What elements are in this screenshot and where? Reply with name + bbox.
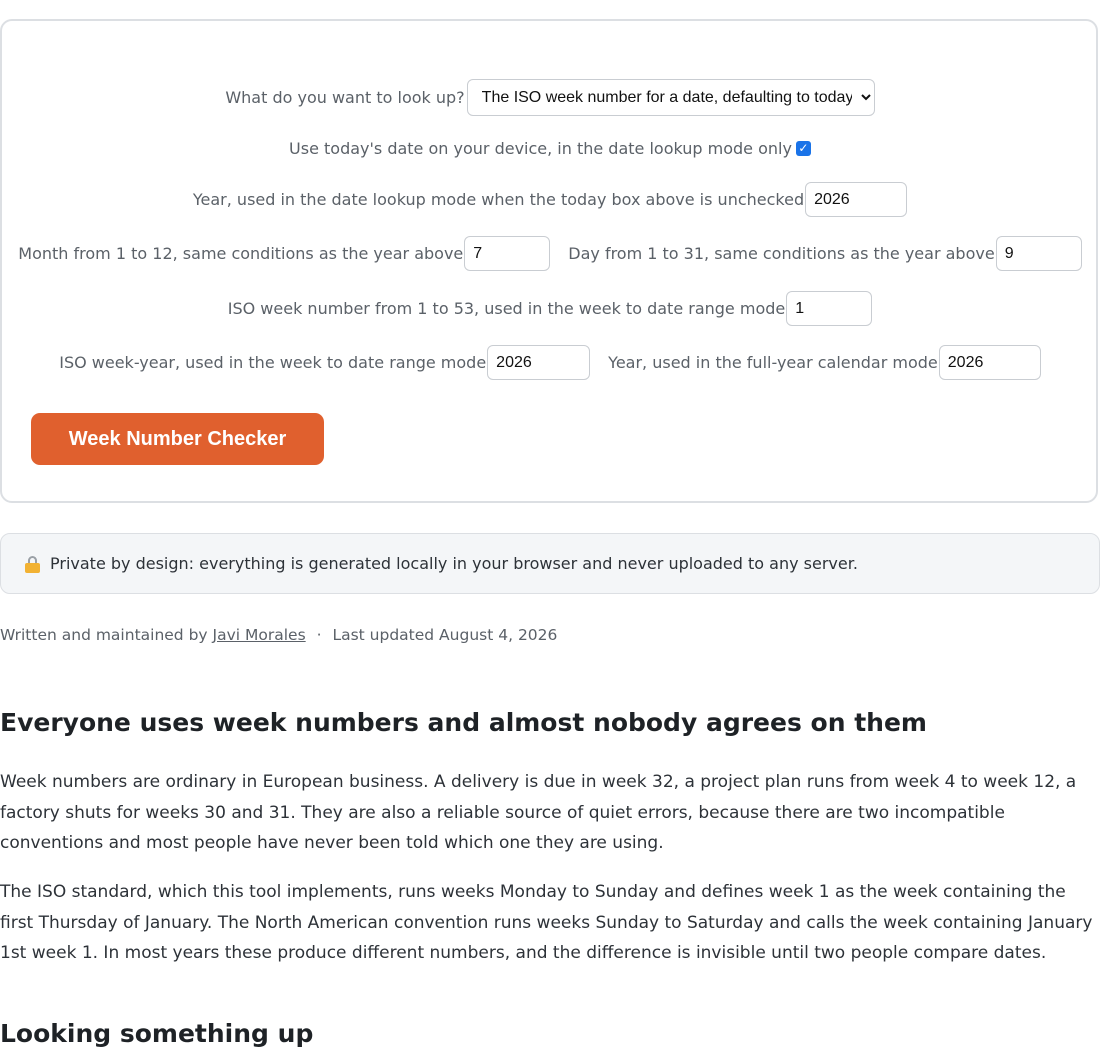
article-heading-2: Looking something up [0, 1019, 314, 1048]
author-link[interactable]: Javi Morales [212, 626, 306, 644]
week-number-checker-button[interactable]: Week Number Checker [31, 413, 324, 465]
last-updated: Last updated August 4, 2026 [332, 626, 558, 644]
calendar-year-label: Year, used in the full-year calendar mode [608, 353, 938, 372]
year-input[interactable] [805, 182, 907, 217]
privacy-notice [0, 533, 1100, 594]
year-row [2, 182, 1098, 217]
day-field [568, 236, 1081, 271]
calendar-year-field [608, 345, 1041, 380]
lookup-mode-select[interactable] [467, 79, 875, 116]
calendar-year-input[interactable] [939, 345, 1041, 380]
week-lookup-form [0, 19, 1098, 503]
iso-year-calendar-row [2, 345, 1098, 380]
iso-year-label: ISO week-year, used in the week to date range mode [59, 353, 487, 372]
month-input[interactable] [464, 236, 550, 271]
today-label: Use today's date on your device, in the date lookup mode only [289, 139, 792, 158]
article-paragraph-2: The ISO standard, which this tool implements, runs weeks Monday to Sunday and defines week 1 as the week containing the first Thursday of January. The North American convention runs weeks Sunday to Saturday and calls the week containing January 1st week 1. In most years these produce different numbers, and the difference is invisible until two people compare dates. [0, 882, 1093, 963]
year-label: Year, used in the date lookup mode when the today box above is unchecked [192, 190, 805, 209]
article-heading-1: Everyone uses week numbers and almost nobody agrees on them [0, 708, 927, 737]
iso-year-field [59, 345, 590, 380]
privacy-text: Private by design: everything is generated locally in your browser and never uploaded to any server. [50, 554, 858, 573]
iso-week-input[interactable] [786, 291, 872, 326]
today-checkbox[interactable]: ✓ [796, 141, 811, 156]
day-label: Day from 1 to 31, same conditions as the year above [568, 244, 995, 263]
day-input[interactable] [996, 236, 1082, 271]
month-label: Month from 1 to 12, same conditions as the year above [18, 244, 464, 263]
byline-prefix: Written and maintained by [0, 626, 208, 644]
lock-icon [25, 556, 40, 572]
month-day-row [2, 236, 1098, 271]
today-row [2, 139, 1098, 158]
iso-week-label: ISO week number from 1 to 53, used in the week to date range mode [227, 299, 786, 318]
month-field [18, 236, 550, 271]
iso-year-input[interactable] [487, 345, 590, 380]
article-paragraph-1: Week numbers are ordinary in European business. A delivery is due in week 32, a project plan runs from week 4 to week 12, a factory shuts for weeks 30 and 31. They are also a reliable source of quiet errors, because there are two incompatible conventions and most people have never been told which one they are using. [0, 772, 1077, 853]
iso-week-row [2, 291, 1098, 326]
lookup-mode-label: What do you want to look up? [225, 88, 465, 107]
byline-separator: · [316, 626, 322, 644]
byline [0, 626, 557, 644]
lookup-mode-row [2, 79, 1098, 116]
